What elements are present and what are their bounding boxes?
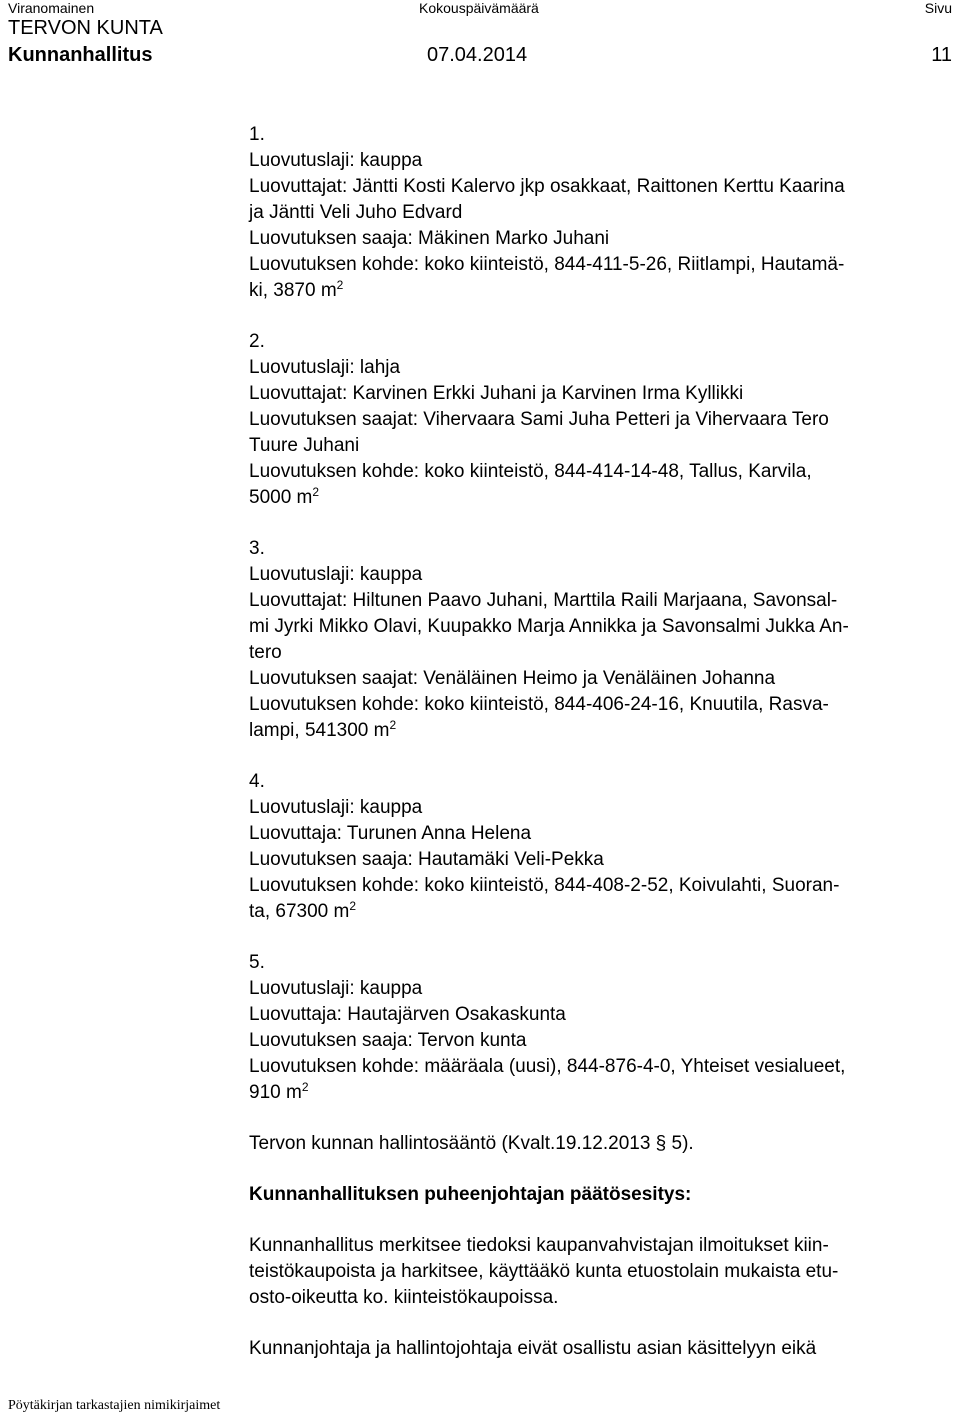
item-line: Luovutuslaji: kauppa bbox=[249, 978, 423, 999]
header-label-authority: Viranomainen bbox=[8, 0, 95, 16]
item-line: Luovutuksen saajat: Vihervaara Sami Juha Petteri ja Vihervaara Tero bbox=[249, 409, 829, 430]
regulation-reference: Tervon kunnan hallintosääntö (Kvalt.19.12.2013 § 5). bbox=[249, 1133, 694, 1154]
item-line: Luovutuksen saaja: Hautamäki Veli-Pekka bbox=[249, 849, 604, 870]
area-unit-exponent: 2 bbox=[389, 718, 397, 732]
item-line: Luovutuksen kohde: koko kiinteistö, 844-411-5-26, Riitlampi, Hautamä- bbox=[249, 254, 845, 275]
item-line: Luovutuslaji: lahja bbox=[249, 357, 401, 378]
closing-line: Kunnanjohtaja ja hallintojohtaja eivät osallistu asian käsittelyyn eikä bbox=[249, 1338, 817, 1359]
item-area bbox=[249, 899, 959, 925]
item-line: Luovutuksen saaja: Mäkinen Marko Juhani bbox=[249, 228, 610, 249]
item-number: 2. bbox=[249, 331, 265, 352]
item-line: Luovutuksen kohde: koko kiinteistö, 844-406-24-16, Knuutila, Rasva- bbox=[249, 694, 829, 715]
proposal-line: osto-oikeutta ko. kiinteistökaupoissa. bbox=[249, 1287, 559, 1308]
area-text: lampi, 541300 m bbox=[249, 720, 390, 741]
transfer-item-2 bbox=[249, 329, 959, 511]
item-line: ja Jäntti Veli Juho Edvard bbox=[249, 202, 463, 223]
item-line: Luovutuksen kohde: määräala (uusi), 844-876-4-0, Yhteiset vesialueet, bbox=[249, 1056, 846, 1077]
item-line: tero bbox=[249, 642, 282, 663]
item-line: Luovutuslaji: kauppa bbox=[249, 150, 423, 171]
item-number: 5. bbox=[249, 952, 265, 973]
area-unit-exponent: 2 bbox=[336, 278, 344, 292]
transfer-item-4 bbox=[249, 769, 959, 925]
header-label-date: Kokouspäivämäärä bbox=[419, 0, 539, 16]
item-line: Tuure Juhani bbox=[249, 435, 360, 456]
area-text: 910 m bbox=[249, 1082, 302, 1103]
proposal-line: Kunnanhallitus merkitsee tiedoksi kaupanvahvistajan ilmoitukset kiin- bbox=[249, 1235, 829, 1256]
item-line: Luovuttajat: Karvinen Erkki Juhani ja Karvinen Irma Kyllikki bbox=[249, 383, 744, 404]
area-text: ta, 67300 m bbox=[249, 901, 350, 922]
area-unit-exponent: 2 bbox=[301, 1080, 309, 1094]
item-line: Luovutuksen saaja: Tervon kunta bbox=[249, 1030, 527, 1051]
item-line: Luovutuslaji: kauppa bbox=[249, 797, 423, 818]
header-label-page: Sivu bbox=[924, 0, 952, 16]
area-text: ki, 3870 m bbox=[249, 280, 337, 301]
item-line: Luovutuksen kohde: koko kiinteistö, 844-408-2-52, Koivulahti, Suoran- bbox=[249, 875, 840, 896]
proposal-text bbox=[249, 1233, 959, 1311]
board-name: Kunnanhallitus bbox=[8, 44, 153, 66]
item-number: 3. bbox=[249, 538, 265, 559]
item-line: Luovuttajat: Hiltunen Paavo Juhani, Marttila Raili Marjaana, Savonsal- bbox=[249, 590, 838, 611]
proposal-heading: Kunnanhallituksen puheenjohtajan päätösesitys: bbox=[249, 1184, 692, 1205]
item-area bbox=[249, 485, 959, 511]
item-line: mi Jyrki Mikko Olavi, Kuupakko Marja Annikka ja Savonsalmi Jukka An- bbox=[249, 616, 849, 637]
item-area bbox=[249, 278, 959, 304]
item-line: Luovutuksen kohde: koko kiinteistö, 844-414-14-48, Tallus, Karvila, bbox=[249, 461, 812, 482]
document-body bbox=[249, 122, 959, 1362]
organization-name: TERVON KUNTA bbox=[8, 17, 163, 39]
item-area bbox=[249, 1080, 959, 1106]
transfer-item-5 bbox=[249, 950, 959, 1106]
footer-initials-label: Pöytäkirjan tarkastajien nimikirjaimet bbox=[8, 1398, 221, 1413]
item-line: Luovuttaja: Turunen Anna Helena bbox=[249, 823, 532, 844]
meeting-date: 07.04.2014 bbox=[427, 44, 528, 66]
item-line: Luovuttajat: Jäntti Kosti Kalervo jkp osakkaat, Raittonen Kerttu Kaarina bbox=[249, 176, 845, 197]
item-line: Luovutuslaji: kauppa bbox=[249, 564, 423, 585]
item-line: Luovutuksen saajat: Venäläinen Heimo ja Venäläinen Johanna bbox=[249, 668, 776, 689]
item-area bbox=[249, 718, 959, 744]
proposal-line: teistökaupoista ja harkitsee, käyttääkö kunta etuostolain mukaista etu- bbox=[249, 1261, 839, 1282]
area-unit-exponent: 2 bbox=[349, 899, 357, 913]
page-number: 11 bbox=[931, 44, 952, 66]
area-text: 5000 m bbox=[249, 487, 313, 508]
item-number: 1. bbox=[249, 124, 265, 145]
item-number: 4. bbox=[249, 771, 265, 792]
area-unit-exponent: 2 bbox=[312, 485, 320, 499]
transfer-item-3 bbox=[249, 536, 959, 744]
transfer-item-1 bbox=[249, 122, 959, 304]
item-line: Luovuttaja: Hautajärven Osakaskunta bbox=[249, 1004, 566, 1025]
